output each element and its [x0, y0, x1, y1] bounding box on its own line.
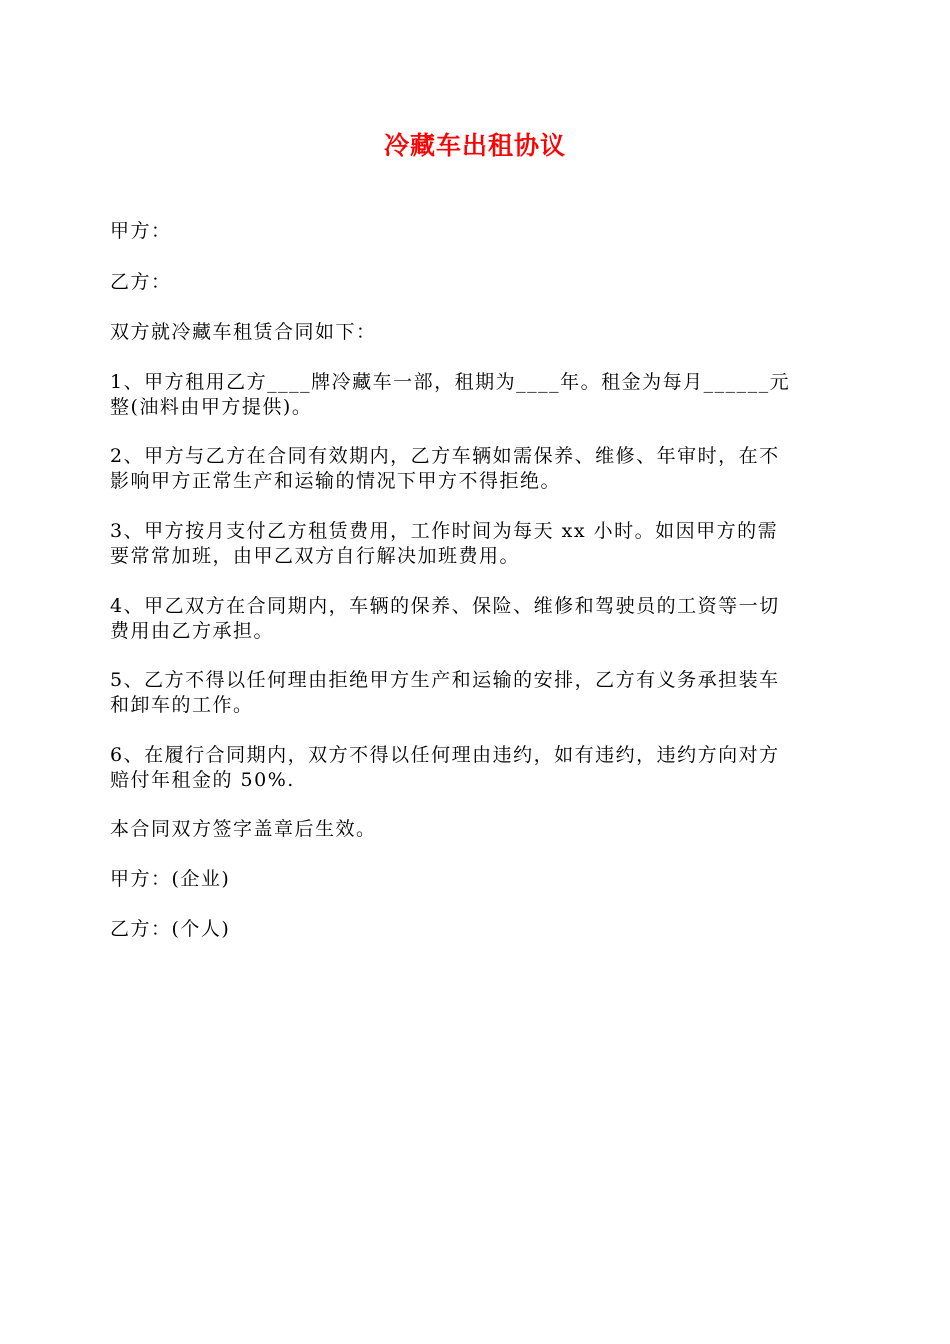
clause-line: 1、甲方租用乙方____牌冷藏车一部，租期为____年。租金为每月______元 — [110, 371, 791, 393]
party-a-label: 甲方： — [110, 220, 172, 242]
clause-line: 4、甲乙双方在合同期内，车辆的保养、保险、维修和驾驶员的工资等一切 — [110, 595, 780, 617]
clause-line: 和卸车的工作。 — [110, 694, 254, 716]
clause-1 — [110, 370, 842, 420]
clause-line: 2、甲方与乙方在合同有效期内，乙方车辆如需保养、维修、年审时，在不 — [110, 445, 780, 467]
intro-paragraph: 双方就冷藏车租赁合同如下： — [110, 321, 377, 343]
clause-line: 要常常加班，由甲乙双方自行解决加班费用。 — [110, 545, 521, 567]
clause-5 — [110, 668, 842, 718]
clause-line: 费用由乙方承担。 — [110, 620, 275, 642]
signature-party-a: 甲方：(企业) — [110, 868, 231, 890]
clause-4 — [110, 594, 842, 644]
clause-line: 3、甲方按月支付乙方租赁费用，工作时间为每天 xx 小时。如因甲方的需 — [110, 520, 779, 542]
clause-2 — [110, 444, 842, 494]
clause-line: 影响甲方正常生产和运输的情况下甲方不得拒绝。 — [110, 470, 562, 492]
document-title: 冷藏车出租协议 — [383, 131, 566, 160]
clause-line: 赔付年租金的 50%. — [110, 769, 295, 791]
signature-party-b: 乙方：(个人) — [110, 918, 231, 940]
clause-3 — [110, 519, 842, 569]
clause-6 — [110, 743, 842, 793]
party-b-label: 乙方： — [110, 271, 172, 293]
clause-line: 5、乙方不得以任何理由拒绝甲方生产和运输的安排，乙方有义务承担装车 — [110, 669, 780, 691]
closing-statement: 本合同双方签字盖章后生效。 — [110, 818, 377, 840]
clause-line: 整(油料由甲方提供)。 — [110, 396, 313, 418]
clause-line: 6、在履行合同期内，双方不得以任何理由违约，如有违约，违约方向对方 — [110, 744, 780, 766]
